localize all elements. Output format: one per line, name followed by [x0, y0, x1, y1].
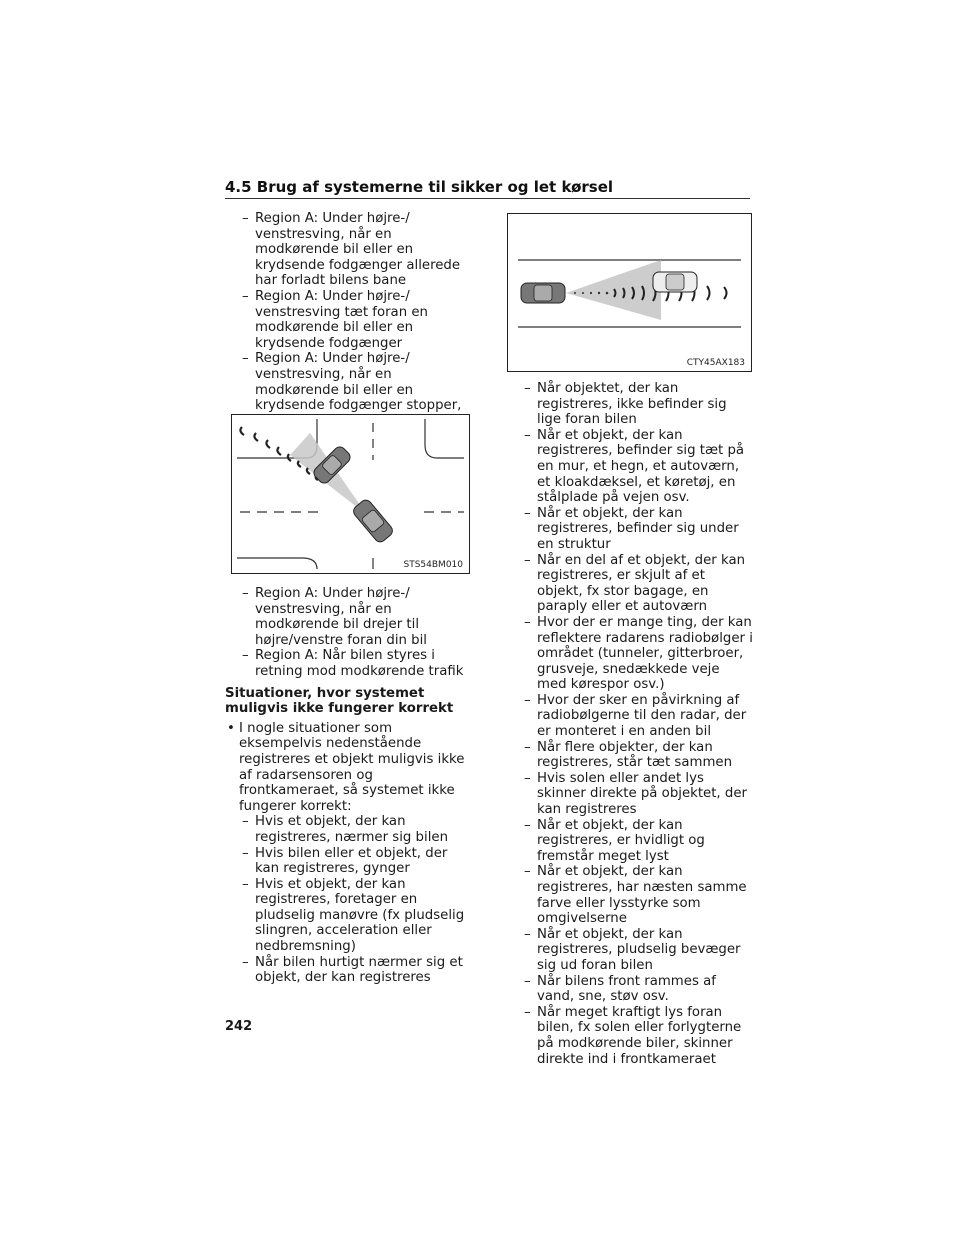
list-item: – Region A: Under højre-/ venstresving tæt foran en modkørende bil eller en krydsende fodgænger	[225, 289, 475, 351]
list-item: – Når et objekt, der kan registreres, har næsten samme farve eller lysstyrke som omgivelserne	[507, 864, 753, 926]
own-car-icon	[351, 498, 395, 545]
figure-code: STS54BM010	[403, 560, 463, 570]
list-item: – Når objektet, der kan registreres, ikke befinder sig lige foran bilen	[507, 381, 753, 428]
list-item: – Når et objekt, der kan registreres, pludselig bevæger sig ud foran bilen	[507, 927, 753, 974]
intersection-turn-figure	[231, 414, 470, 574]
right-list	[507, 381, 753, 1067]
list-item: – Region A: Når bilen styres i retning mod modkørende trafik	[225, 648, 475, 679]
list-item: – Hvor der sker en påvirkning af radiobølgerne til den radar, der er monteret i en anden bil	[507, 693, 753, 740]
list-item: – Når meget kraftigt lys foran bilen, fx solen eller forlygterne på modkørende biler, skinner direkte ind i frontkameraet	[507, 1005, 753, 1067]
car-following-figure	[507, 213, 752, 372]
list-item: – Hvis bilen eller et objekt, der kan registreres, gynger	[225, 846, 475, 877]
bullet-text: • I nogle situationer som eksempelvis nedenstående registreres et objekt muligvis ikke af radarsensoren og frontkameraet, så systemet ikke fungerer korrekt:	[239, 720, 465, 814]
list-item: – Når et objekt, der kan registreres, befinder sig tæt på en mur, et hegn, et autoværn, et kloakdæksel, et køretøj, en stålplade på vejen osv.	[507, 428, 753, 506]
list-item: – Region A: Under højre-/ venstresving, når en modkørende bil eller en krydsende fodgænger allerede har forladt bilens bane	[225, 211, 475, 289]
figure-code: CTY45AX183	[686, 358, 745, 368]
left-top-list	[225, 211, 475, 429]
page-number: 242	[225, 1019, 253, 1034]
section-subheading: Situationer, hvor systemet muligvis ikke fungerer korrekt	[225, 685, 454, 717]
list-item: – Hvis et objekt, der kan registreres, nærmer sig bilen	[225, 814, 475, 845]
list-item: – Når bilens front rammes af vand, sne, støv osv.	[507, 974, 753, 1005]
title-divider	[225, 198, 750, 199]
list-item: – Når bilen hurtigt nærmer sig et objekt, der kan registreres	[225, 955, 475, 986]
list-item: – Region A: Under højre-/ venstresving, når en modkørende bil eller en krydsende fodgænger stopper,	[225, 351, 475, 429]
list-item: – Hvis solen eller andet lys skinner direkte på objektet, der kan registreres	[507, 771, 753, 818]
list-item: – Når en del af et objekt, der kan registreres, er skjult af et objekt, fx stor bagage, en paraply eller et autoværn	[507, 553, 753, 615]
list-item: – Når et objekt, der kan registreres, er hvidligt og fremstår meget lyst	[507, 818, 753, 865]
bullet-item	[225, 721, 475, 986]
list-item: – Region A: Under højre-/ venstresving, når en modkørende bil drejer til højre/venstre foran din bil	[225, 586, 475, 648]
target-car-icon	[653, 272, 697, 292]
road-illustration	[508, 214, 751, 371]
own-car-icon	[521, 283, 565, 303]
list-item: – Hvis et objekt, der kan registreres, foretager en pludselig manøvre (fx pludselig slingren, acceleration eller nedbremsning)	[225, 877, 475, 955]
list-item: – Når flere objekter, der kan registreres, står tæt sammen	[507, 740, 753, 771]
list-item: – Når et objekt, der kan registreres, befinder sig under en struktur	[507, 506, 753, 553]
list-item: – Hvor der er mange ting, der kan reflektere radarens radiobølger i området (tunneler, gitterbroer, grusveje, snedækkede veje med kørespor osv.)	[507, 615, 753, 693]
left-lower-content	[225, 586, 475, 986]
section-title: 4.5 Brug af systemerne til sikker og let kørsel	[225, 178, 614, 196]
intersection-illustration	[232, 415, 469, 573]
